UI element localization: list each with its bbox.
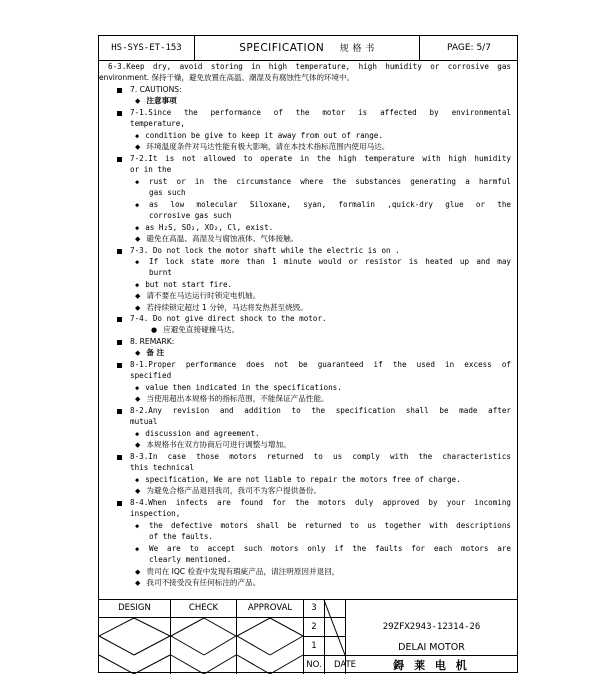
page-title <box>195 36 420 60</box>
bullet-diamond-icon: ◆ <box>135 235 141 243</box>
list-item <box>117 154 130 164</box>
list-item: 7-3. Do not lock the motor shaft while the electric is on . <box>117 246 400 256</box>
text-line: temperature, <box>130 119 185 128</box>
bullet-diamond-icon: ◆ <box>135 579 141 587</box>
text-line: as low molecular Siloxane, syan, formalin ,quick-dry glue or the <box>149 200 511 209</box>
list-item: ◆ 贵司在 IQC 检查中发现有瑕疵产品，请注明原因并退回， <box>135 567 340 576</box>
text-line: specified <box>130 371 172 380</box>
list-item: ● 应避免直接碰撞马达。 <box>151 325 240 334</box>
spec-page-frame <box>98 35 518 673</box>
page-number: PAGE: 5/7 <box>447 43 491 53</box>
list-item: ◆ 当使用超出本规格书的指标范围，不能保证产品性能。 <box>135 394 329 403</box>
bullet-diamond-icon: ◆ <box>135 395 141 403</box>
text-line: We are to accept such motors only if the faults for each motors are <box>149 544 511 553</box>
list-item: ◆ 为避免合格产品退回我司，我司不为客户提供备份。 <box>135 486 322 495</box>
section-heading: 7. CAUTIONS: <box>117 85 182 95</box>
list-item: ◆ 本规格书在双方协商后可进行调整与增加。 <box>135 440 291 449</box>
list-item: ◆ value then indicated in the specifications. <box>135 383 342 392</box>
list-item <box>117 406 130 416</box>
number-label: NO. <box>306 660 322 670</box>
text-line: gas such <box>149 188 186 197</box>
bullet-diamond-icon: ◆ <box>135 97 141 105</box>
bullet-diamond-icon: ◆ <box>135 304 141 312</box>
list-item: ◆ specification, We are not liable to repair the motors free of charge. <box>135 475 461 484</box>
text-line: 7-2.It is not allowed to operate in the high temperature with high humidity <box>130 154 511 163</box>
text-line: inspection, <box>130 509 181 518</box>
text-line: 7-1.Since the performance of the motor is affected by environmental <box>130 108 511 117</box>
design-label: DESIGN <box>118 603 151 613</box>
revision-1: 1 <box>311 641 317 651</box>
list-item <box>135 521 145 531</box>
revision-3: 3 <box>311 603 317 613</box>
section-heading-cn: ◆ 注意事项 <box>135 96 177 105</box>
bullet-square-icon <box>117 340 122 345</box>
list-item: ◆ 我司不接受没有任何标注的产品。 <box>135 578 261 587</box>
bullet-diamond-icon: ◆ <box>135 476 140 484</box>
bullet-diamond-icon: ◆ <box>135 545 140 553</box>
bullet-diamond-icon: ◆ <box>135 281 140 289</box>
bullet-square-icon <box>117 157 122 162</box>
bullet-diamond-icon: ◆ <box>135 258 140 266</box>
text-line: of the faults. <box>149 532 214 541</box>
bullet-diamond-icon: ◆ <box>135 224 140 232</box>
list-item: ◆ discussion and agreement. <box>135 429 260 438</box>
bullet-diamond-icon: ◆ <box>135 178 140 186</box>
revision-2: 2 <box>311 622 317 632</box>
bullet-diamond-icon: ◆ <box>135 522 140 530</box>
section-heading-cn: ◆ 备 注 <box>135 348 165 357</box>
bullet-square-icon <box>117 111 122 116</box>
date-label: DATE <box>333 660 357 670</box>
list-item <box>135 200 145 210</box>
approval-label: APPROVAL <box>247 603 293 613</box>
bullet-diamond-icon: ◆ <box>135 292 141 300</box>
bullet-diamond-icon: ◆ <box>135 132 140 140</box>
text-line: mutual <box>130 417 158 426</box>
text-line: 8-3.In case those motors returned to us comply with the characteristics <box>130 452 511 461</box>
title-block <box>99 600 517 674</box>
list-item <box>135 177 145 187</box>
bullet-diamond-icon: ◆ <box>135 384 140 392</box>
text-line: clearly mentioned. <box>149 555 232 564</box>
title-chinese: 规 格 书 <box>339 44 375 54</box>
list-item <box>117 498 130 508</box>
bullet-square-icon <box>117 363 122 368</box>
bullet-diamond-icon: ◆ <box>135 349 141 357</box>
text-line: the defective motors shall be returned to us together with descriptions <box>149 521 511 530</box>
bullet-square-icon <box>117 317 122 322</box>
text-line: burnt <box>149 268 172 277</box>
bullet-diamond-icon: ◆ <box>135 201 140 209</box>
section-heading: 8. REMARK: <box>117 337 174 347</box>
part-number: 29ZFX2943-12314-26 <box>382 622 481 632</box>
list-item: 7-4. Do not give direct shock to the motor. <box>117 314 327 324</box>
company-name-cn: 鍀 莱 电 机 <box>393 659 470 672</box>
list-item: ◆ as H₂S, SO₂, XO₂, Cl, exist. <box>135 223 274 232</box>
check-label: CHECK <box>188 603 219 613</box>
text-line: 6-3.Keep dry, avoid storing in high temperature, high humidity or corrosive gas <box>108 62 511 71</box>
bullet-diamond-icon: ◆ <box>135 487 141 495</box>
list-item: ◆ condition be give to keep it away from out of range. <box>135 131 383 140</box>
bullet-dot-icon: ● <box>151 326 158 334</box>
list-item: ◆ 若持续锁定超过 1 分钟，马达将发热甚至烧毁。 <box>135 303 308 312</box>
text-line: 8-2.Any revision and addition to the specification shall be made after <box>130 406 511 415</box>
bullet-square-icon <box>117 88 122 93</box>
bullet-diamond-icon: ◆ <box>135 430 140 438</box>
bullet-diamond-icon: ◆ <box>135 143 141 151</box>
spec-body <box>99 61 517 600</box>
bullet-diamond-icon: ◆ <box>135 441 141 449</box>
bullet-square-icon <box>117 249 122 254</box>
text-line: rust or in the circumstance where the substances generating a harmful <box>149 177 511 186</box>
list-item: ◆ 避免在高温、高湿及与腐蚀液体、气体接触。 <box>135 234 299 243</box>
text-line: environment. 保持干燥，避免放置在高温、潮湿及有腐蚀性气体的环境中。 <box>99 73 355 82</box>
text-line: this technical <box>130 463 195 472</box>
list-item <box>135 544 145 554</box>
header-row <box>99 36 517 61</box>
text-line: 8-4.When infects are found for the motors duly approved by your incoming <box>130 498 511 507</box>
document-code: HS-SYS-ET-153 <box>99 36 195 60</box>
list-item <box>135 257 145 267</box>
bullet-square-icon <box>117 501 122 506</box>
title-english: SPECIFICATION <box>239 42 325 54</box>
bullet-square-icon <box>117 409 122 414</box>
company-name: DELAI MOTOR <box>398 642 465 653</box>
list-item: ◆ 环境温度条件对马达性能有极大影响，请在本技术指标范围内使用马达。 <box>135 142 390 151</box>
bullet-square-icon <box>117 455 122 460</box>
text-line: 8-1.Proper performance does not be guaranteed if the used in excess of <box>130 360 511 369</box>
text-line: corrosive gas such <box>149 211 232 220</box>
list-item <box>117 360 130 370</box>
list-item <box>117 108 130 118</box>
text-line: If lock state more than 1 minute would or resistor is heated up and may <box>149 257 511 266</box>
list-item <box>117 452 130 462</box>
list-item: ◆ 请不要在马达运行时锁定电机轴。 <box>135 291 261 300</box>
list-item: ◆ but not start fire. <box>135 280 233 289</box>
bullet-diamond-icon: ◆ <box>135 568 141 576</box>
text-line: or in the <box>130 165 172 174</box>
